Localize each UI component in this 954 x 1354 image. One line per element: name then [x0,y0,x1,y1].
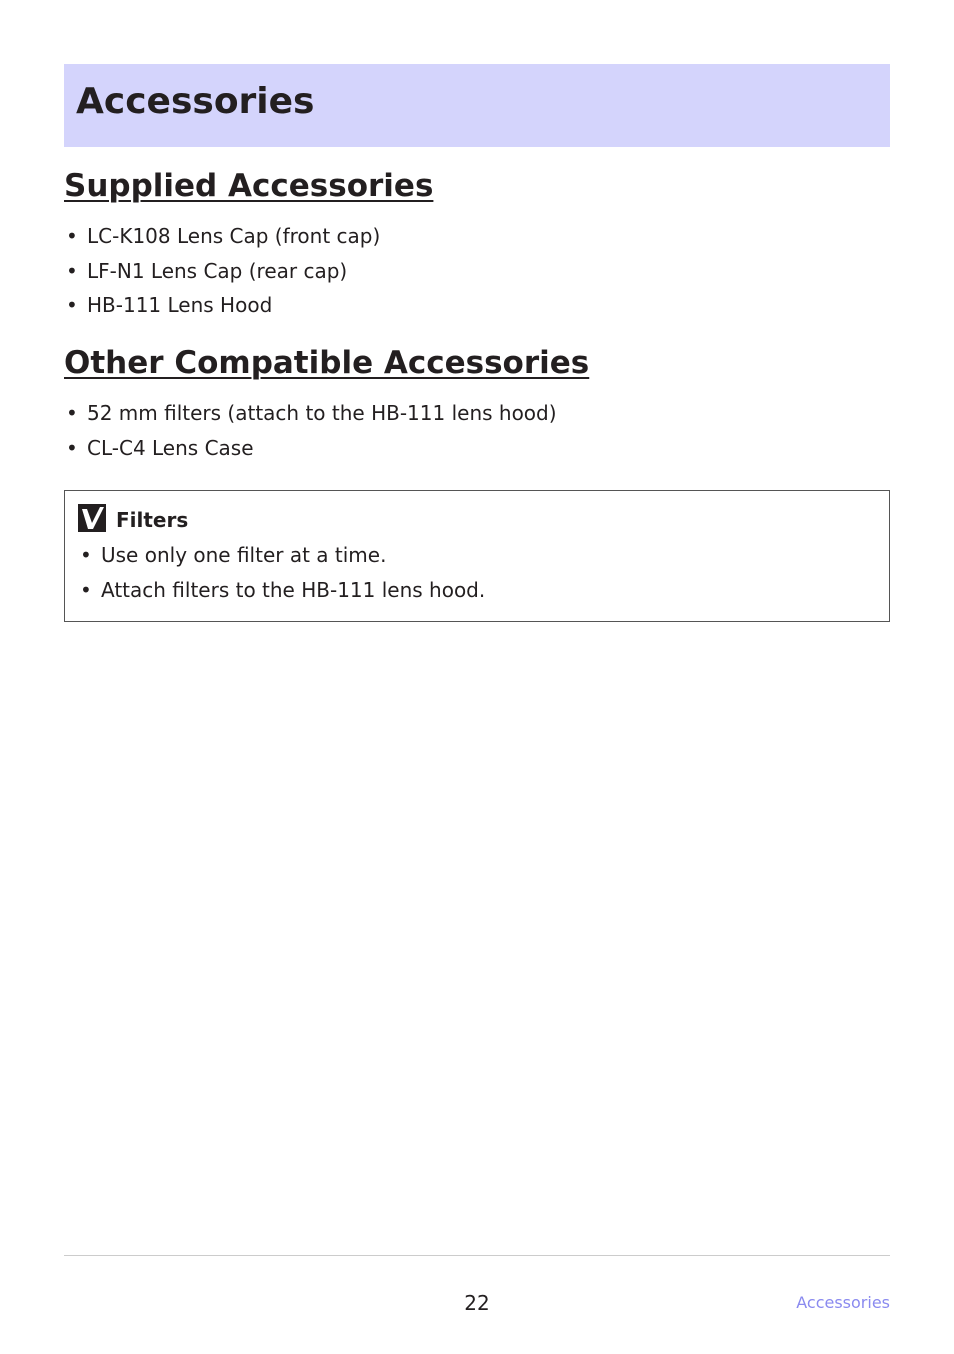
bullet-icon: • [66,293,78,317]
list-item [64,288,380,323]
bullet-icon: • [66,258,78,283]
other-accessories-heading: Other Compatible Accessories [64,345,590,381]
section-link[interactable]: Accessories [796,1293,890,1312]
list-item [64,396,557,431]
list-item-text: Use only one filter at a time. [101,543,387,567]
list-item-text: HB-111 Lens Hood [87,293,273,317]
list-item-text: 52 mm filters (attach to the HB-111 lens hood) [87,401,557,425]
note-list [78,538,485,607]
list-item-text: Attach filters to the HB-111 lens hood. [101,577,486,602]
list-item-text: LC-K108 Lens Cap (front cap) [87,224,381,248]
bullet-icon: • [66,401,78,425]
checkmark-icon [78,504,106,532]
list-item [64,254,380,289]
filters-note-box [64,490,890,622]
list-item-text: LF-N1 Lens Cap (rear cap) [87,258,348,283]
bullet-icon: • [80,577,92,602]
list-item [78,538,485,573]
bullet-icon: • [66,224,78,248]
bullet-icon: • [66,435,78,460]
title-band [64,64,890,147]
list-item [64,219,380,254]
bullet-icon: • [80,543,92,567]
list-item [64,431,557,466]
list-item-text: CL-C4 Lens Case [87,435,254,460]
note-title: Filters [116,508,189,532]
list-item [78,573,485,608]
supplied-accessories-list [64,219,380,323]
page-title: Accessories [76,81,315,122]
footer-divider [64,1255,890,1256]
other-accessories-list [64,396,557,465]
page-number: 22 [464,1291,490,1315]
supplied-accessories-heading: Supplied Accessories [64,168,434,204]
